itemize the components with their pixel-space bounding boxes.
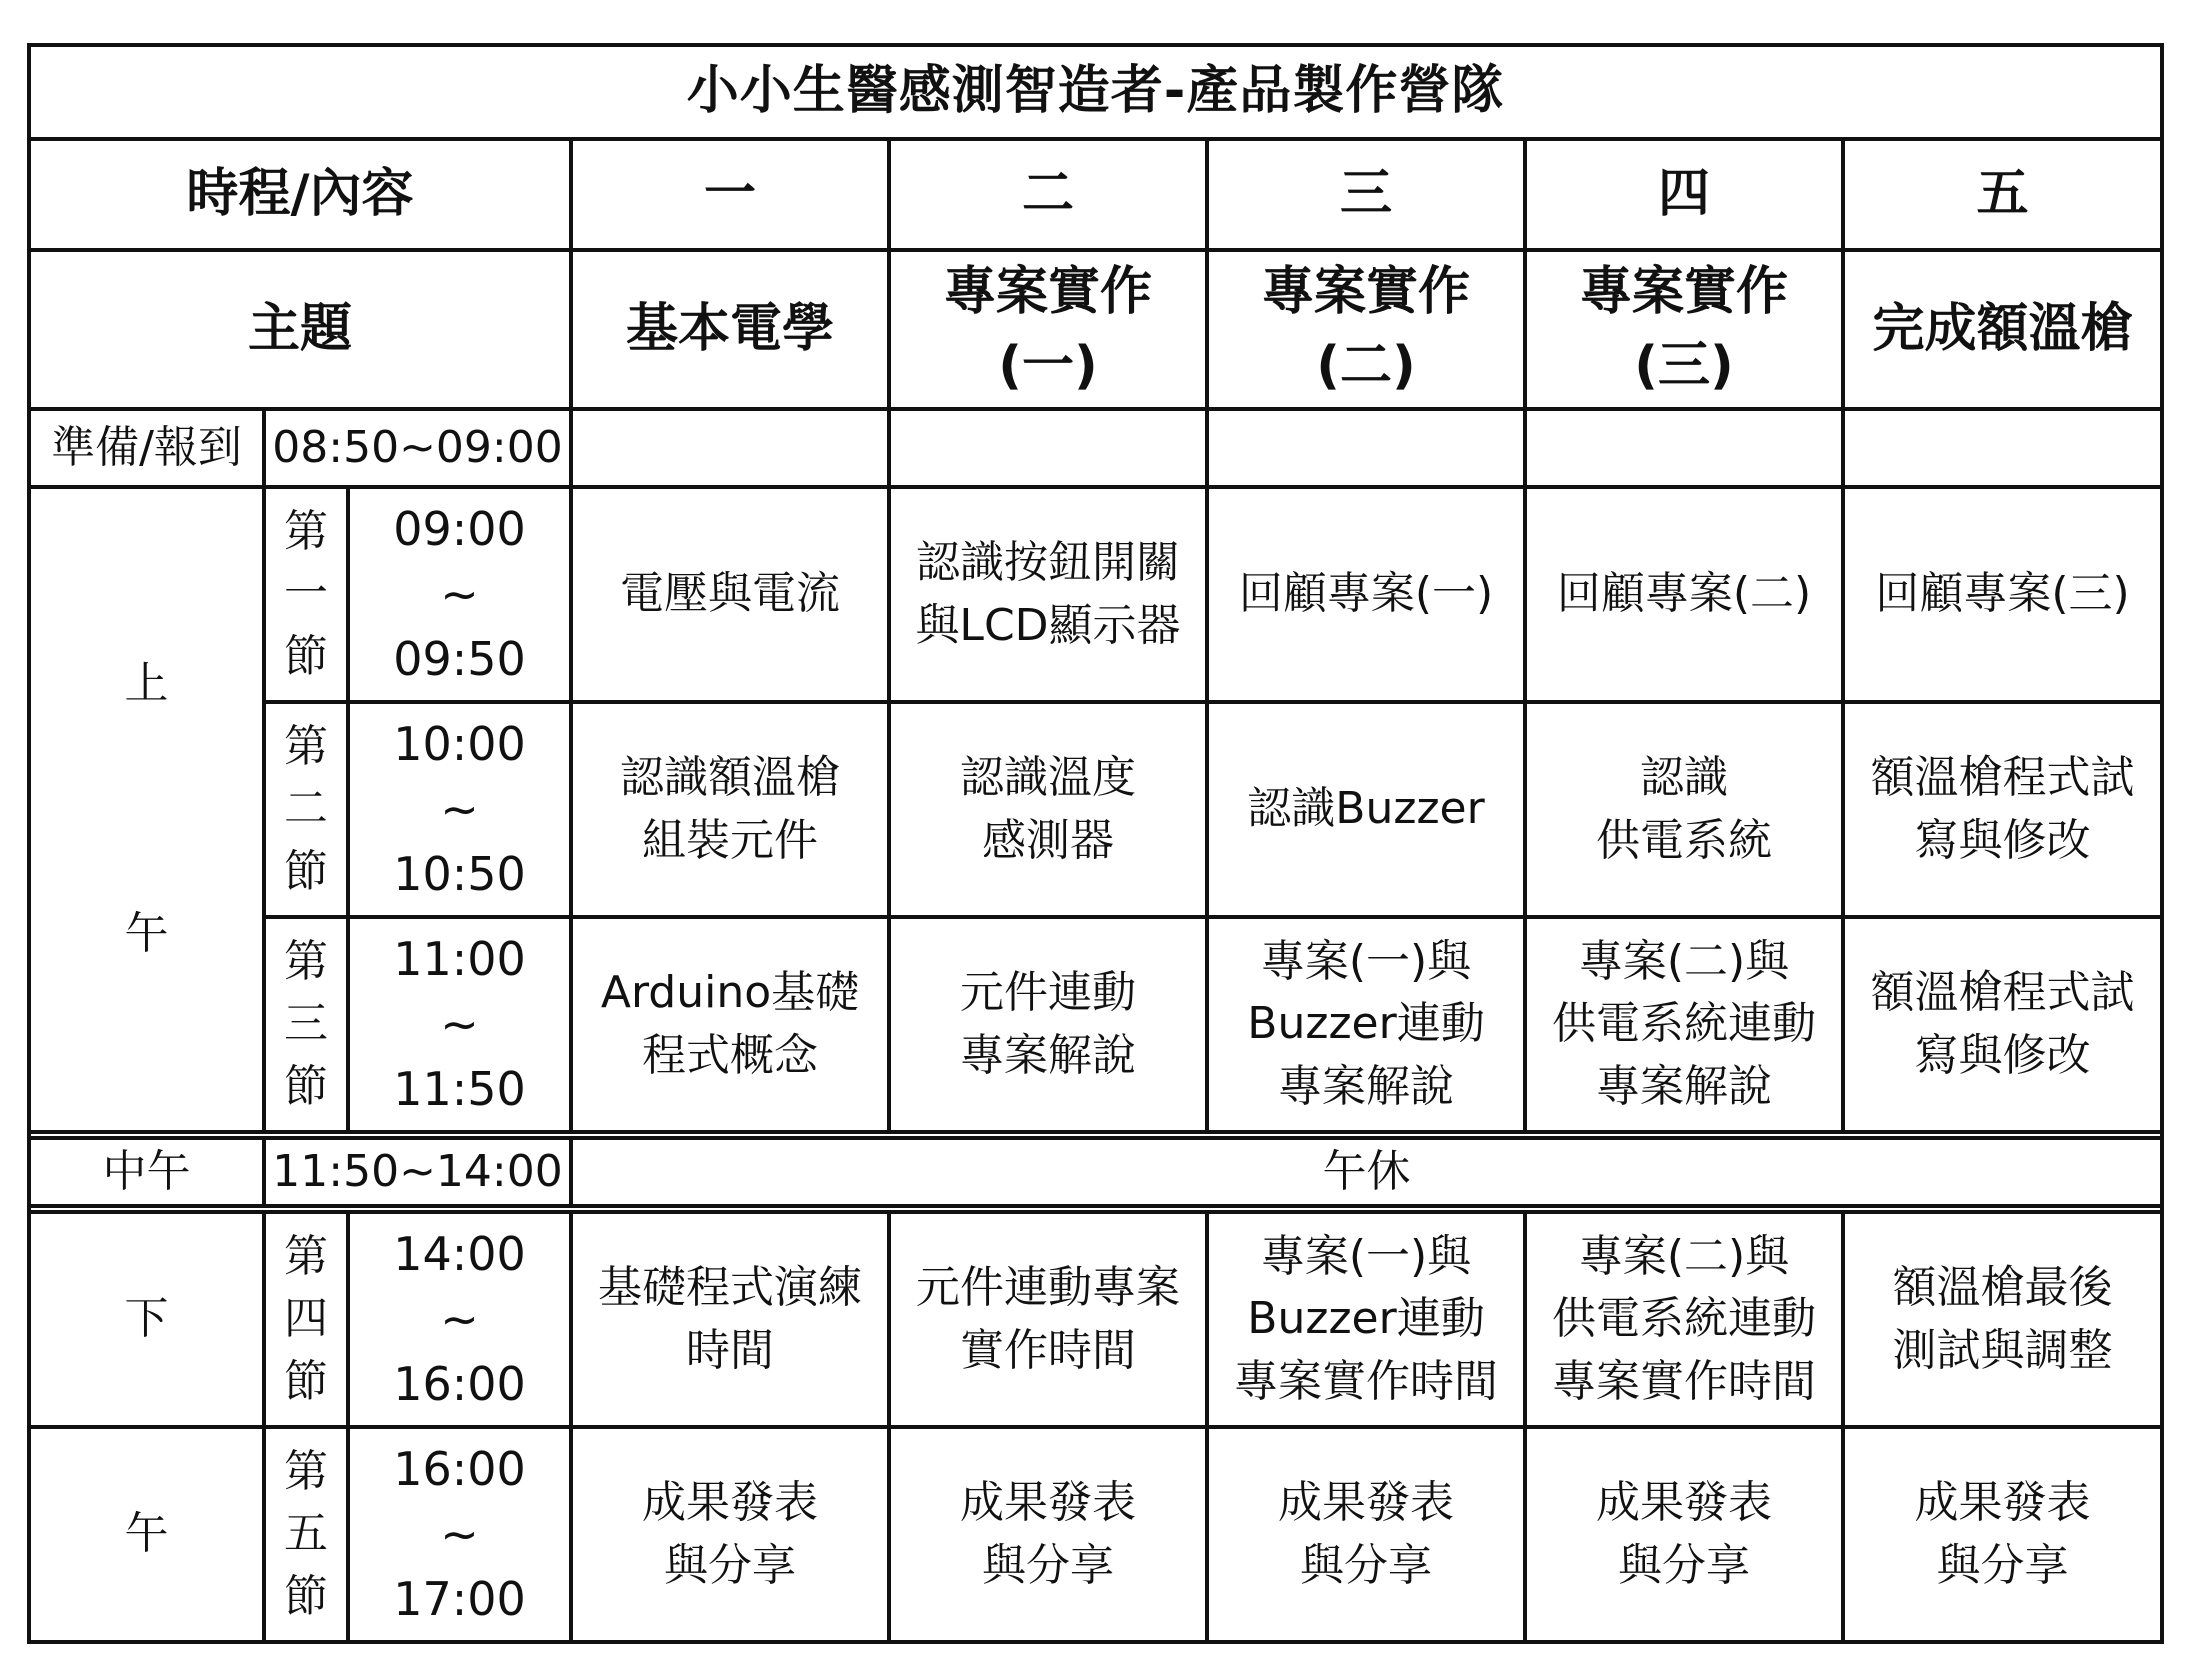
session-2-day-2: 認識溫度 感測器 [889, 702, 1207, 917]
day-header-4: 四 [1525, 139, 1843, 250]
session-5-day-3: 成果發表 與分享 [1207, 1427, 1525, 1642]
schedule-table [27, 43, 2164, 1644]
noon-label: 中午 [29, 1138, 264, 1206]
session-2-time: 10:00 ~ 10:50 [348, 702, 571, 917]
theme-label: 主題 [29, 250, 571, 409]
prep-label: 準備/報到 [29, 409, 264, 487]
session-1-day-4: 回顧專案(二) [1525, 487, 1843, 702]
session-5-day-4: 成果發表 與分享 [1525, 1427, 1843, 1642]
session-1-time: 09:00 ~ 09:50 [348, 487, 571, 702]
header-corner: 時程/內容 [29, 139, 571, 250]
session-4-day-1: 基礎程式演練 時間 [571, 1212, 889, 1427]
session-3-name: 第 三 節 [264, 917, 348, 1132]
prep-cell-day-2 [889, 409, 1207, 487]
session-3-day-1: Arduino基礎 程式概念 [571, 917, 889, 1132]
session-2-day-3: 認識Buzzer [1207, 702, 1525, 917]
session-2-name: 第 二 節 [264, 702, 348, 917]
session-2-day-5: 額溫槍程式試 寫與修改 [1843, 702, 2162, 917]
noon-time: 11:50~14:00 [264, 1138, 571, 1206]
schedule-title: 小小生醫感測智造者-產品製作營隊 [29, 45, 2162, 139]
prep-time: 08:50~09:00 [264, 409, 571, 487]
day-header-1: 一 [571, 139, 889, 250]
session-5-day-5: 成果發表 與分享 [1843, 1427, 2162, 1642]
session-4-name: 第 四 節 [264, 1212, 348, 1427]
session-1-day-3: 回顧專案(一) [1207, 487, 1525, 702]
prep-cell-day-3 [1207, 409, 1525, 487]
session-5-day-2: 成果發表 與分享 [889, 1427, 1207, 1642]
session-1-day-1: 電壓與電流 [571, 487, 889, 702]
session-5-time: 16:00 ~ 17:00 [348, 1427, 571, 1642]
session-1-name: 第 一 節 [264, 487, 348, 702]
day-header-3: 三 [1207, 139, 1525, 250]
session-4-day-4: 專案(二)與 供電系統連動 專案實作時間 [1525, 1212, 1843, 1427]
session-5-day-1: 成果發表 與分享 [571, 1427, 889, 1642]
noon-activity: 午休 [571, 1138, 2162, 1206]
session-4-time: 14:00 ~ 16:00 [348, 1212, 571, 1427]
theme-day-4: 專案實作 (三) [1525, 250, 1843, 409]
afternoon-label-top: 下 [29, 1212, 264, 1427]
day-header-5: 五 [1843, 139, 2162, 250]
theme-day-2: 專案實作 (一) [889, 250, 1207, 409]
session-1-day-2: 認識按鈕開關 與LCD顯示器 [889, 487, 1207, 702]
prep-cell-day-5 [1843, 409, 2162, 487]
session-4-day-2: 元件連動專案 實作時間 [889, 1212, 1207, 1427]
session-3-day-4: 專案(二)與 供電系統連動 專案解說 [1525, 917, 1843, 1132]
session-4-day-5: 額溫槍最後 測試與調整 [1843, 1212, 2162, 1427]
theme-day-3: 專案實作 (二) [1207, 250, 1525, 409]
morning-label: 上 午 [29, 487, 264, 1132]
day-header-2: 二 [889, 139, 1207, 250]
prep-cell-day-4 [1525, 409, 1843, 487]
theme-day-5: 完成額溫槍 [1843, 250, 2162, 409]
session-3-day-5: 額溫槍程式試 寫與修改 [1843, 917, 2162, 1132]
session-3-day-3: 專案(一)與 Buzzer連動 專案解說 [1207, 917, 1525, 1132]
afternoon-label-bottom: 午 [29, 1427, 264, 1642]
session-2-day-4: 認識 供電系統 [1525, 702, 1843, 917]
session-3-day-2: 元件連動 專案解說 [889, 917, 1207, 1132]
session-2-day-1: 認識額溫槍 組裝元件 [571, 702, 889, 917]
session-1-day-5: 回顧專案(三) [1843, 487, 2162, 702]
session-4-day-3: 專案(一)與 Buzzer連動 專案實作時間 [1207, 1212, 1525, 1427]
session-3-time: 11:00 ~ 11:50 [348, 917, 571, 1132]
prep-cell-day-1 [571, 409, 889, 487]
theme-day-1: 基本電學 [571, 250, 889, 409]
session-5-name: 第 五 節 [264, 1427, 348, 1642]
